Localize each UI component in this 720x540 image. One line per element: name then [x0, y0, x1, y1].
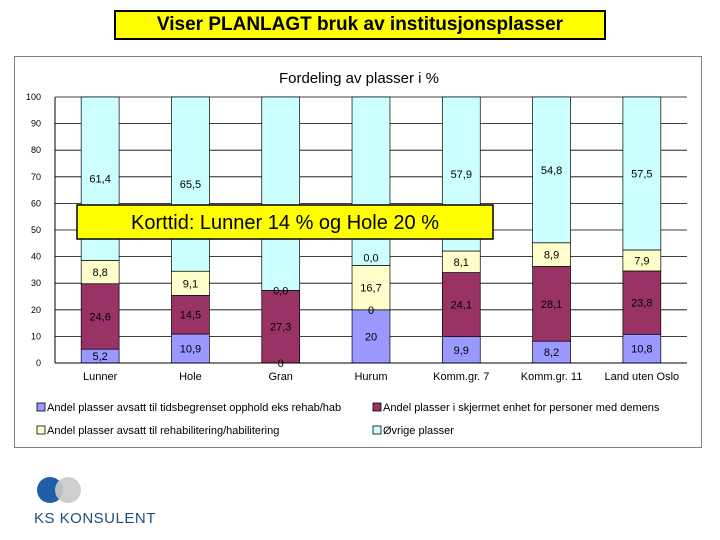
data-label: 8,1 [453, 256, 469, 269]
y-tick-label: 90 [30, 118, 41, 129]
data-label: 10,8 [631, 343, 653, 356]
data-label: 61,4 [89, 173, 111, 186]
data-label: 10,9 [179, 343, 202, 356]
bar-segment [352, 97, 390, 265]
data-label: 57,5 [631, 168, 653, 181]
y-tick-label: 70 [30, 171, 41, 182]
legend-label: Andel plasser i skjermet enhet for personer med demens [383, 402, 660, 414]
y-tick-label: 100 [25, 92, 41, 102]
data-label: 0 [277, 358, 284, 370]
y-tick-label: 40 [30, 251, 41, 262]
y-tick-label: 10 [30, 331, 41, 342]
legend-label: Andel plasser avsatt til tidsbegrenset opphold eks rehab/hab [47, 402, 342, 414]
legend-swatch [37, 426, 45, 434]
data-label: 27,3 [270, 321, 292, 334]
data-label: 5,2 [92, 351, 108, 364]
x-tick-label: Komm.gr. 11 [520, 371, 583, 383]
data-label: 65,5 [179, 179, 202, 192]
data-label: 16,7 [360, 282, 382, 295]
data-label: 7,9 [634, 255, 650, 268]
legend-label: Andel plasser avsatt til rehabilitering/habilitering [47, 425, 280, 437]
logo-circles-icon [34, 476, 94, 508]
logo-text: KS KONSULENT [34, 510, 156, 527]
data-label: 8,2 [543, 347, 560, 360]
data-label: 14,5 [179, 309, 202, 322]
stacked-bar-chart [15, 57, 703, 449]
x-tick-label: Lunner [83, 371, 118, 383]
annotation-text: Korttid: Lunner 14 % og Hole 20 % [131, 212, 439, 234]
data-label: 0,0 [363, 252, 379, 265]
y-tick-label: 20 [30, 304, 41, 315]
y-tick-label: 80 [30, 145, 41, 156]
x-tick-label: Komm.gr. 7 [433, 371, 490, 383]
data-label: 9,9 [453, 344, 469, 357]
data-label: 57,9 [450, 169, 472, 182]
data-label: 24,1 [450, 299, 472, 312]
slide-title: Viser PLANLAGT bruk av institusjonsplasser [114, 10, 606, 40]
bar-segment [262, 97, 300, 290]
x-tick-label: Gran [268, 371, 293, 383]
data-label: 8,9 [543, 249, 560, 262]
legend-label: Øvrige plasser [383, 425, 454, 437]
chart-title: Fordeling av plasser i % [278, 70, 440, 87]
data-label: 20 [364, 331, 378, 344]
ks-konsulent-logo [34, 476, 174, 532]
data-label: 28,1 [540, 298, 563, 311]
x-tick-label: Land uten Oslo [604, 371, 680, 383]
legend-swatch [373, 426, 381, 434]
y-tick-label: 60 [30, 198, 41, 209]
data-label: 24,6 [89, 311, 111, 324]
y-tick-label: 0 [35, 358, 41, 368]
legend-swatch [37, 403, 45, 411]
y-tick-label: 30 [30, 278, 41, 289]
x-tick-label: Hole [179, 371, 202, 383]
data-label: 54,8 [540, 164, 563, 177]
data-label: 8,8 [92, 267, 108, 280]
data-label: 0 [367, 304, 375, 317]
data-label: 23,8 [631, 297, 653, 310]
y-tick-label: 50 [30, 225, 41, 235]
x-tick-label: Hurum [354, 371, 388, 383]
legend-swatch [373, 403, 381, 411]
data-label: 0,0 [273, 285, 289, 298]
chart-frame [14, 56, 702, 448]
data-label: 9,1 [182, 278, 199, 291]
